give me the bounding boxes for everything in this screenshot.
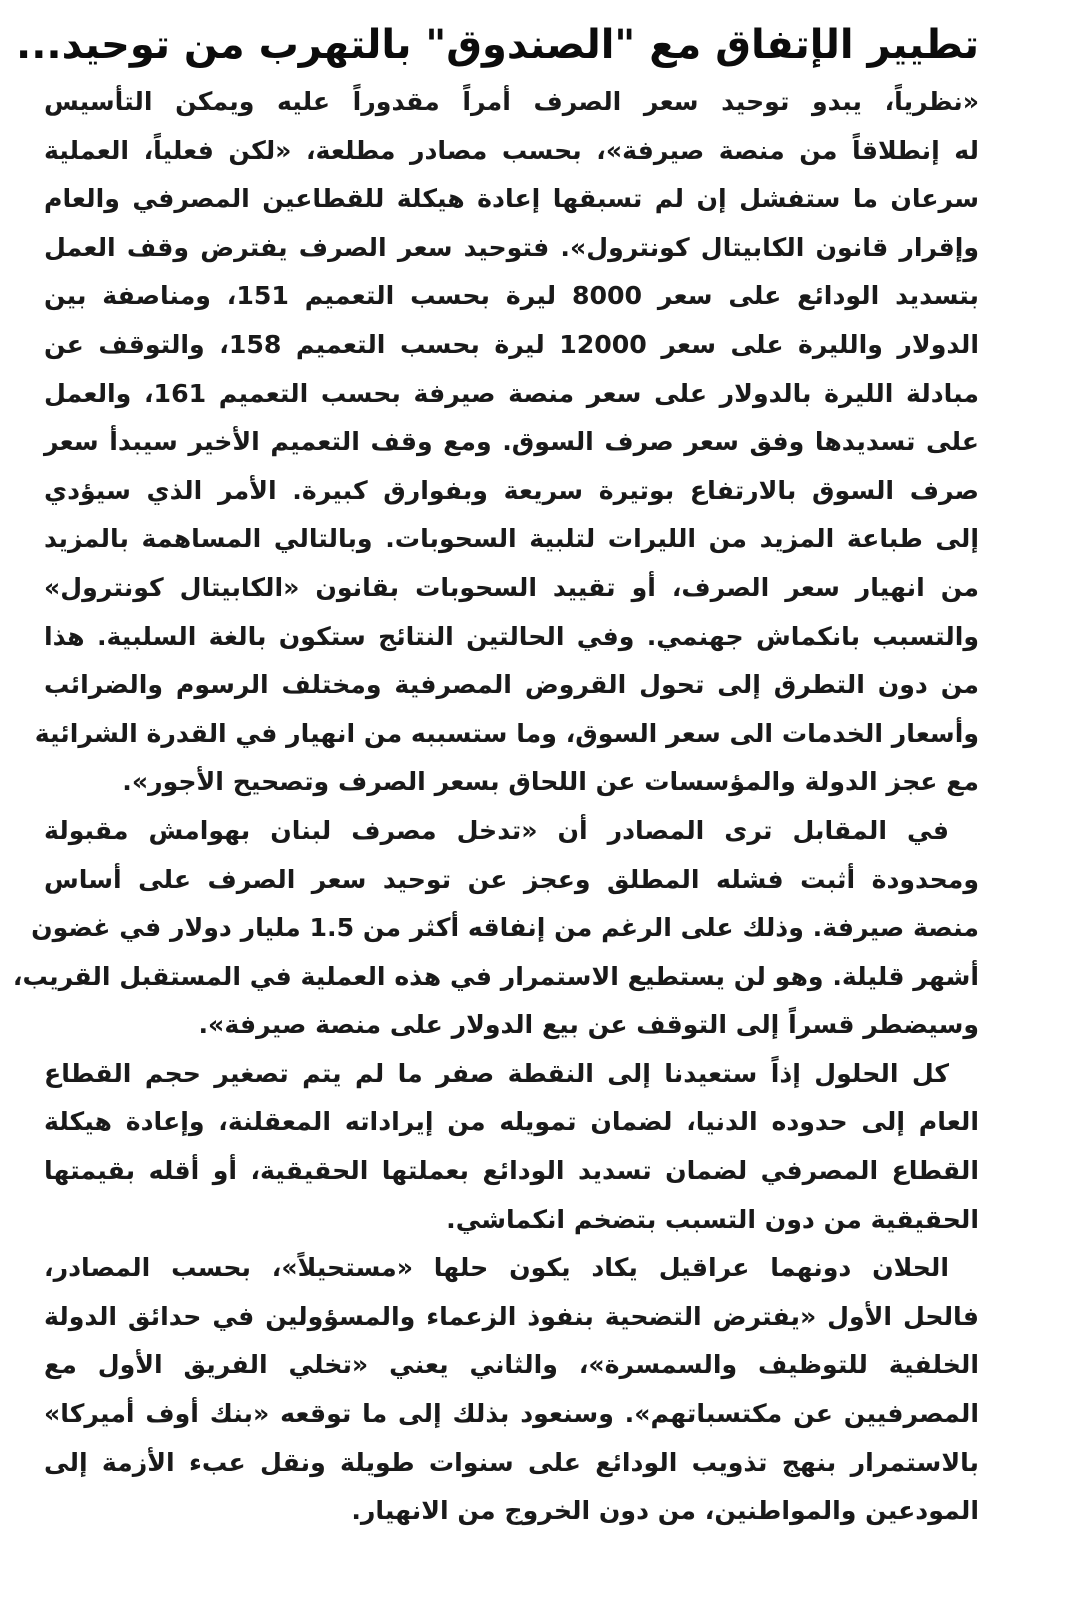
- paragraph-line: الحقيقية من دون التسبب بتضخم انكماشي.: [446, 1204, 979, 1234]
- article-body: [12, 78, 980, 1536]
- paragraph-line: على تسديدها وفق سعر صرف السوق. ومع وقف التعميم الأخير سيبدأ سعر: [44, 427, 979, 457]
- paragraph-line: له إنطلاقاً من منصة صيرفة»، بحسب مصادر مطلعة، «لكن فعلياً، العملية: [44, 135, 979, 165]
- paragraph-line: مبادلة الليرة بالدولار على سعر منصة صيرفة بحسب التعميم 161، والعمل: [44, 378, 979, 408]
- paragraph-line: ومحدودة أثبت فشله المطلق وعجز عن توحيد سعر الصرف على أساس: [44, 864, 979, 894]
- paragraph-line: صرف السوق بالارتفاع بوتيرة سريعة وبفوارق كبيرة. الأمر الذي سيؤدي: [44, 475, 979, 505]
- paragraph-line: «نظرياً، يبدو توحيد سعر الصرف أمراً مقدوراً عليه ويمكن التأسيس: [44, 87, 979, 116]
- paragraph-line: كل الحلول إذاً ستعيدنا إلى النقطة صفر ما لم يتم تصغير حجم القطاع: [44, 1058, 949, 1088]
- paragraph-line: من انهيار سعر الصرف، أو تقييد السحوبات بقانون «الكابيتال كونترول»: [44, 572, 979, 602]
- paragraph-line: أشهر قليلة. وهو لن يستطيع الاستمرار في هذه العملية في المستقبل القريب،: [12, 961, 979, 991]
- paragraph-line: المصرفيين عن مكتسباتهم». وسنعود بذلك إلى ما توقعه «بنك أوف أميركا»: [44, 1399, 979, 1429]
- paragraph-line: الحلان دونهما عراقيل يكاد يكون حلها «مستحيلاً»، بحسب المصادر،: [44, 1253, 949, 1283]
- paragraph-line: وإقرار قانون الكابيتال كونترول». فتوحيد سعر الصرف يفترض وقف العمل: [44, 232, 979, 262]
- paragraph-line: فالحل الأول «يفترض التضحية بنفوذ الزعماء والمسؤولين في حدائق الدولة: [44, 1301, 979, 1331]
- paragraph-line: الدولار والليرة على سعر 12000 ليرة بحسب التعميم 158، والتوقف عن: [44, 329, 979, 359]
- article-paragraph: [44, 1050, 979, 1244]
- paragraph-line: الخلفية للتوظيف والسمسرة»، والثاني يعني «تخلي الفريق الأول مع: [44, 1350, 979, 1380]
- paragraph-line: وسيضطر قسراً إلى التوقف عن بيع الدولار على منصة صيرفة».: [198, 1010, 979, 1040]
- paragraph-line: إلى طباعة المزيد من الليرات لتلبية السحوبات. وبالتالي المساهمة بالمزيد: [44, 524, 979, 554]
- paragraph-line: والتسبب بانكماش جهنمي. وفي الحالتين النتائج ستكون بالغة السلبية. هذا: [44, 621, 979, 651]
- paragraph-line: مع عجز الدولة والمؤسسات عن اللحاق بسعر الصرف وتصحيح الأجور».: [122, 767, 979, 797]
- paragraph-line: وأسعار الخدمات الى سعر السوق، وما ستسببه من انهيار في القدرة الشرائية: [34, 718, 979, 748]
- article-paragraph: [34, 78, 980, 807]
- paragraph-line: منصة صيرفة. وذلك على الرغم من إنفاقه أكثر من 1.5 مليار دولار في غضون: [31, 913, 979, 943]
- paragraph-line: في المقابل ترى المصادر أن «تدخل مصرف لبنان بهوامش مقبولة: [44, 815, 949, 845]
- news-article: [12, 16, 980, 1536]
- paragraph-line: سرعان ما ستفشل إن لم تسبقها إعادة هيكلة للقطاعين المصرفي والعام: [44, 184, 979, 214]
- paragraph-line: من دون التطرق إلى تحول القروض المصرفية ومختلف الرسوم والضرائب: [44, 670, 979, 700]
- paragraph-line: القطاع المصرفي لضمان تسديد الودائع بعملتها الحقيقية، أو أقله بقيمتها: [44, 1156, 979, 1186]
- article-paragraph: [12, 807, 979, 1050]
- paragraph-line: المودعين والمواطنين، من دون الخروج من الانهيار.: [351, 1496, 979, 1526]
- article-paragraph: [44, 1244, 979, 1536]
- article-headline: تطيير الإتفاق مع "الصندوق" بالتهرب من توحيد...: [16, 22, 979, 68]
- paragraph-line: بالاستمرار بنهج تذويب الودائع على سنوات طويلة ونقل عبء الأزمة إلى: [44, 1447, 979, 1477]
- paragraph-line: العام إلى حدوده الدنيا، لضمان تمويله من إيراداته المعقلنة، وإعادة هيكلة: [44, 1107, 979, 1137]
- paragraph-line: بتسديد الودائع على سعر 8000 ليرة بحسب التعميم 151، ومناصفة بين: [44, 281, 980, 311]
